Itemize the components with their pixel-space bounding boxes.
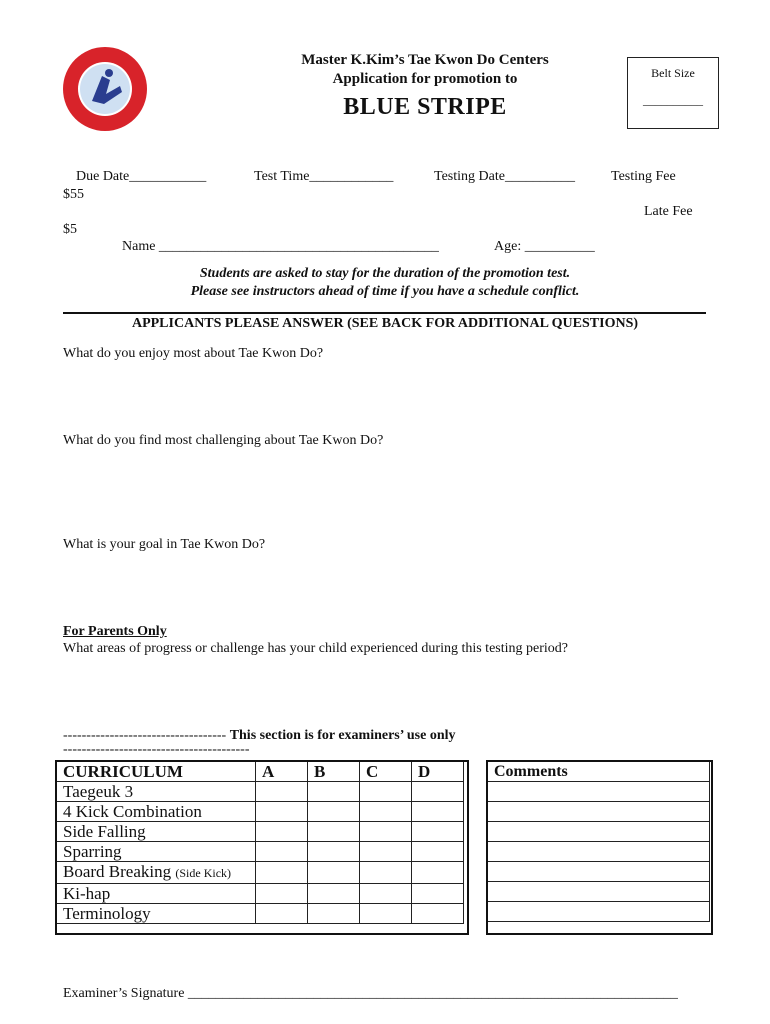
- grade-cell[interactable]: [360, 782, 412, 802]
- curriculum-item: [57, 862, 256, 884]
- grade-cell[interactable]: [256, 802, 308, 822]
- grade-cell[interactable]: [360, 904, 412, 924]
- grade-c-header: C: [360, 762, 412, 782]
- grade-a-header: A: [256, 762, 308, 782]
- grade-cell[interactable]: [360, 862, 412, 884]
- belt-size-line: __________: [643, 93, 703, 107]
- question-enjoy: What do you enjoy most about Tae Kwon Do?: [63, 346, 324, 361]
- table-row: [57, 904, 464, 924]
- comment-cell[interactable]: [488, 902, 710, 922]
- examiner-note-text: This section is for examiners’ use only: [229, 728, 456, 743]
- grade-cell[interactable]: [360, 822, 412, 842]
- curriculum-item: Side Falling: [57, 822, 256, 842]
- name-field[interactable]: Name ________________________________________: [122, 239, 439, 254]
- table-row: [57, 782, 464, 802]
- grade-cell[interactable]: [412, 904, 464, 924]
- testing-date-field[interactable]: Testing Date__________: [434, 169, 575, 184]
- grade-cell[interactable]: [256, 904, 308, 924]
- grade-cell[interactable]: [412, 802, 464, 822]
- grade-cell[interactable]: [412, 842, 464, 862]
- rank-title: BLUE STRIPE: [343, 94, 507, 120]
- grade-cell[interactable]: [412, 862, 464, 884]
- curriculum-item: 4 Kick Combination: [57, 802, 256, 822]
- school-name: Master K.Kim’s Tae Kwon Do Centers: [301, 52, 549, 68]
- table-row: [57, 802, 464, 822]
- examiner-signature-field[interactable]: Examiner’s Signature ______________________________________________________________________: [63, 986, 678, 1001]
- curriculum-item-label: Board Breaking: [63, 862, 172, 881]
- grade-cell[interactable]: [308, 822, 360, 842]
- belt-size-box[interactable]: [627, 57, 719, 129]
- grade-cell[interactable]: [360, 802, 412, 822]
- curriculum-item: Terminology: [57, 904, 256, 924]
- divider: [63, 312, 706, 314]
- grade-cell[interactable]: [308, 884, 360, 904]
- curriculum-header: CURRICULUM: [57, 762, 256, 782]
- examiner-dashes: -----------------------------------: [63, 728, 227, 743]
- school-logo: [62, 46, 148, 132]
- question-goal: What is your goal in Tae Kwon Do?: [63, 537, 266, 552]
- grade-b-header: B: [308, 762, 360, 782]
- curriculum-item: Ki-hap: [57, 884, 256, 904]
- question-challenging: What do you find most challenging about Tae Kwon Do?: [63, 433, 384, 448]
- grade-cell[interactable]: [308, 904, 360, 924]
- comment-cell[interactable]: [488, 842, 710, 862]
- grade-cell[interactable]: [256, 884, 308, 904]
- testing-fee-amount: $55: [63, 187, 84, 202]
- table-row: [57, 842, 464, 862]
- question-parents: What areas of progress or challenge has your child experienced during this testing period?: [63, 641, 568, 656]
- notice-line-2: Please see instructors ahead of time if you have a schedule conflict.: [190, 284, 580, 299]
- grade-d-header: D: [412, 762, 464, 782]
- parents-heading: For Parents Only: [63, 624, 167, 639]
- table-row: [57, 862, 464, 884]
- table-row: [57, 822, 464, 842]
- age-field[interactable]: Age: __________: [494, 239, 595, 254]
- belt-size-label: Belt Size: [651, 66, 695, 80]
- comment-cell[interactable]: [488, 822, 710, 842]
- comment-cell[interactable]: [488, 802, 710, 822]
- table-row: [57, 884, 464, 904]
- late-fee-amount: $5: [63, 222, 77, 237]
- curriculum-item: Sparring: [57, 842, 256, 862]
- grade-cell[interactable]: [412, 884, 464, 904]
- grade-cell[interactable]: [412, 782, 464, 802]
- curriculum-item: Taegeuk 3: [57, 782, 256, 802]
- grade-cell[interactable]: [256, 822, 308, 842]
- application-subtitle: Application for promotion to: [332, 71, 518, 87]
- grade-cell[interactable]: [308, 782, 360, 802]
- grade-cell[interactable]: [308, 802, 360, 822]
- comments-header: Comments: [488, 762, 710, 782]
- examiner-dashes-2: ----------------------------------------: [63, 742, 250, 757]
- board-breaking-note: (Side Kick): [175, 866, 232, 880]
- comment-cell[interactable]: [488, 862, 710, 882]
- grade-cell[interactable]: [308, 842, 360, 862]
- comment-cell[interactable]: [488, 882, 710, 902]
- comment-cell[interactable]: [488, 782, 710, 802]
- testing-fee-label: Testing Fee: [611, 169, 676, 184]
- grade-cell[interactable]: [256, 862, 308, 884]
- grade-cell[interactable]: [412, 822, 464, 842]
- grade-cell[interactable]: [360, 842, 412, 862]
- section-heading: APPLICANTS PLEASE ANSWER (SEE BACK FOR ADDITIONAL QUESTIONS): [131, 316, 639, 331]
- test-time-field[interactable]: Test Time____________: [254, 169, 394, 184]
- grade-cell[interactable]: [308, 862, 360, 884]
- grade-cell[interactable]: [256, 842, 308, 862]
- due-date-field[interactable]: Due Date___________: [76, 169, 207, 184]
- grade-cell[interactable]: [360, 884, 412, 904]
- notice-line-1: Students are asked to stay for the duration of the promotion test.: [199, 266, 571, 281]
- comments-table: [487, 761, 710, 922]
- curriculum-table: [56, 761, 464, 924]
- grade-cell[interactable]: [256, 782, 308, 802]
- late-fee-label: Late Fee: [644, 204, 693, 219]
